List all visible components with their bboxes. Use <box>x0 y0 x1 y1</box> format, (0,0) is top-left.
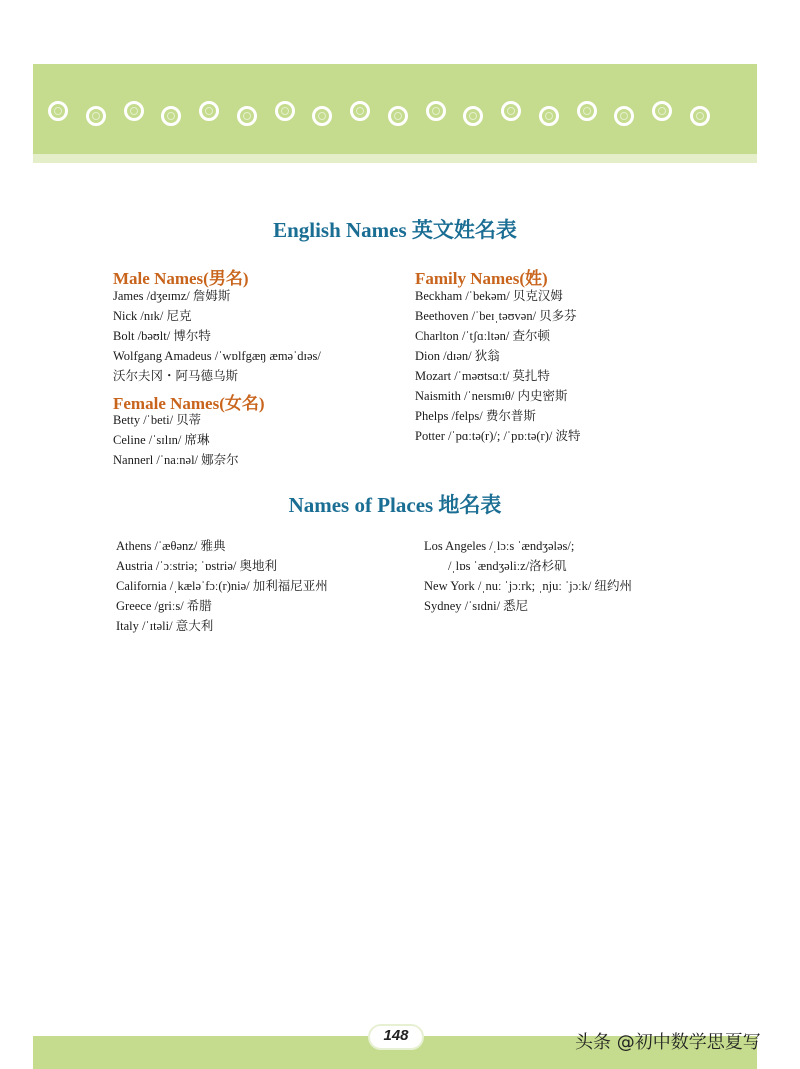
english-names-title: English Names 英文姓名表 <box>273 218 517 242</box>
ring-ornament <box>350 101 370 121</box>
male-name-entry: Bolt /bəʊlt/ 博尔特 <box>113 329 211 343</box>
ring-ornament <box>86 106 106 126</box>
female-names-heading: Female Names(女名) <box>113 394 265 413</box>
family-names-heading: Family Names(姓) <box>415 269 548 288</box>
female-names-list <box>113 410 239 470</box>
places-list-right <box>424 536 632 616</box>
family-name-entry: Dion /dɪən/ 狄翁 <box>415 349 500 363</box>
place-entry: New York /ˌnuː ˈjɔːrk; ˌnjuː ˈjɔːk/ 纽约州 <box>424 579 632 593</box>
family-name-entry: Charlton /ˈtʃɑːltən/ 查尔顿 <box>415 329 550 343</box>
place-entry: Sydney /ˈsɪdni/ 悉尼 <box>424 599 529 613</box>
male-name-entry: James /dʒeɪmz/ 詹姆斯 <box>113 289 231 303</box>
watermark-text: 头条 @初中数学思夏写 <box>575 1032 761 1053</box>
places-list-left <box>116 536 328 636</box>
page-number: 148 <box>383 1027 409 1044</box>
ring-ornament <box>426 101 446 121</box>
family-name-entry: Beckham /ˈbekəm/ 贝克汉姆 <box>415 289 563 303</box>
ring-ornament <box>48 101 68 121</box>
place-entry: Los Angeles /ˌlɔːs ˈændʒələs/; <box>424 539 575 553</box>
family-name-entry: Beethoven /ˈbeɪˌtəʊvən/ 贝多芬 <box>415 309 577 323</box>
male-names-heading: Male Names(男名) <box>113 269 249 288</box>
family-name-entry: Potter /ˈpɑːtə(r)/; /ˈpɒːtə(r)/ 波特 <box>415 429 581 443</box>
ring-ornament <box>539 106 559 126</box>
male-name-entry: Nick /nɪk/ 尼克 <box>113 309 192 323</box>
ring-ornament <box>199 101 219 121</box>
place-entry: Athens /ˈæθənz/ 雅典 <box>116 539 226 553</box>
ring-ornament <box>124 101 144 121</box>
family-names-list <box>415 286 580 446</box>
header-banner-strip <box>33 154 757 163</box>
female-name-entry: Celine /ˈsɪlɪn/ 席琳 <box>113 433 210 447</box>
family-name-entry: Mozart /ˈməʊtsɑːt/ 莫扎特 <box>415 369 550 383</box>
ring-ornament <box>577 101 597 121</box>
ring-ornament <box>275 101 295 121</box>
ring-ornament <box>237 106 257 126</box>
male-name-entry: Wolfgang Amadeus /ˈwɒlfgæŋ æməˈdɪəs/ <box>113 349 321 363</box>
place-entry: Italy /ˈɪtəli/ 意大利 <box>116 619 214 633</box>
female-name-entry: Betty /ˈbeti/ 贝蒂 <box>113 413 202 427</box>
place-entry: Greece /griːs/ 希腊 <box>116 599 212 613</box>
place-entry: California /ˌkæləˈfɔː(r)niə/ 加利福尼亚州 <box>116 579 328 593</box>
family-name-entry: Phelps /felps/ 费尔普斯 <box>415 409 536 423</box>
female-name-entry: Nannerl /ˈnaːnəl/ 娜奈尔 <box>113 453 239 467</box>
place-entry-continuation: /ˌlɒs ˈændʒəliːz/洛杉矶 <box>448 559 567 573</box>
family-name-entry: Naismith /ˈneɪsmɪθ/ 内史密斯 <box>415 389 568 403</box>
places-title: Names of Places 地名表 <box>288 493 502 517</box>
ring-ornament <box>690 106 710 126</box>
male-name-entry: 沃尔夫冈・阿马德乌斯 <box>113 369 239 383</box>
place-entry: Austria /ˈɔːstriə; ˈɒstriə/ 奥地利 <box>116 559 278 573</box>
male-names-list <box>113 286 321 386</box>
ring-ornament <box>388 106 408 126</box>
